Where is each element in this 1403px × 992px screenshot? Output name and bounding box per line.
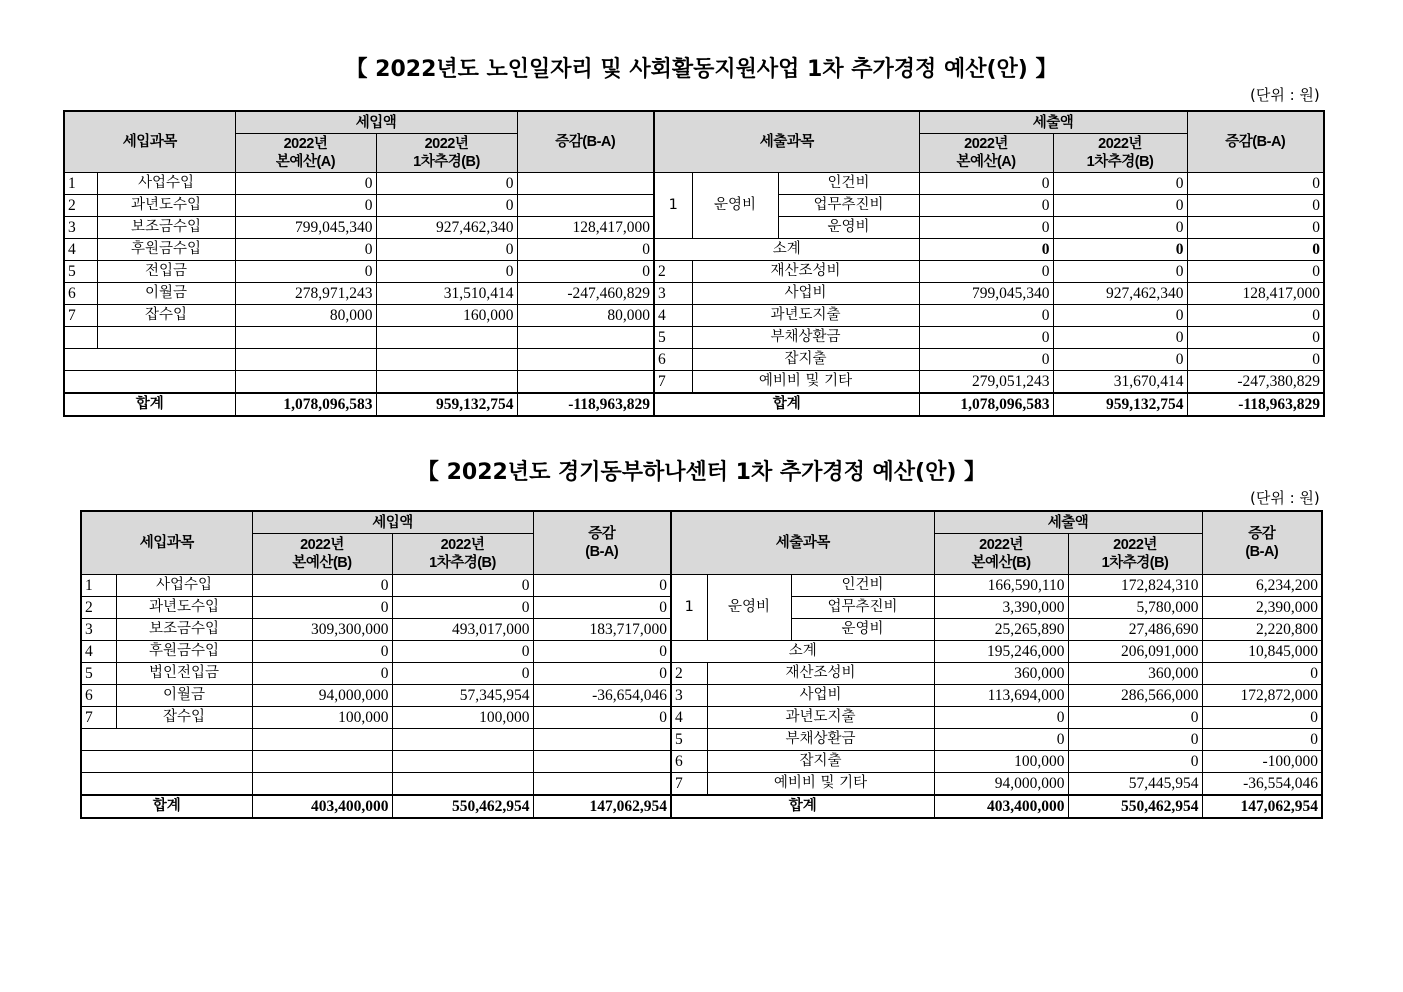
revenue-no: 5 [81, 663, 116, 685]
revenue-no: 3 [64, 217, 97, 239]
expense-budget-value: 0 [919, 195, 1053, 217]
empty-cell [392, 773, 533, 796]
empty-cell [252, 773, 392, 796]
expense-supplementary-value: 0 [1053, 261, 1187, 283]
revenue-supplementary-value: 57,345,954 [392, 685, 533, 707]
revenue-budget-value: 0 [252, 597, 392, 619]
revenue-diff-value: 183,717,000 [533, 619, 671, 641]
expense-budget-header: 2022년 본예산(A) [919, 134, 1053, 173]
expense-name: 업무추진비 [778, 195, 919, 217]
empty-cell [64, 349, 235, 371]
expense-budget-value: 0 [919, 327, 1053, 349]
expense-budget-value: 166,590,110 [934, 575, 1068, 597]
revenue-name: 이월금 [116, 685, 252, 707]
expense-diff-value: 0 [1202, 663, 1322, 685]
expense-budget-value: 0 [919, 261, 1053, 283]
expense-name: 과년도지출 [707, 707, 934, 729]
expense-name: 예비비 및 기타 [692, 371, 919, 394]
revenue-diff-value [517, 195, 654, 217]
revenue-total-budget: 1,078,096,583 [235, 393, 376, 416]
expense-no: 2 [671, 663, 707, 685]
revenue-budget-value: 0 [235, 261, 376, 283]
table-row [64, 305, 1324, 327]
revenue-budget-header: 2022년 본예산(B) [252, 534, 392, 575]
expense-amount-header: 세출액 [919, 111, 1187, 134]
header-row [81, 511, 1322, 534]
revenue-no: 6 [64, 283, 97, 305]
expense-op-label: 운영비 [692, 173, 778, 239]
expense-subtotal-diff: 0 [1187, 239, 1324, 261]
expense-name: 재산조성비 [707, 663, 934, 685]
revenue-diff-value: 0 [517, 261, 654, 283]
expense-diff-value: 6,234,200 [1202, 575, 1322, 597]
expense-diff-value: 0 [1187, 217, 1324, 239]
table-row [64, 173, 1324, 195]
revenue-no: 1 [64, 173, 97, 195]
revenue-no: 5 [64, 261, 97, 283]
expense-subtotal-supplementary: 206,091,000 [1068, 641, 1202, 663]
revenue-supplementary-value: 0 [392, 641, 533, 663]
expense-total-diff: 147,062,954 [1202, 795, 1322, 818]
revenue-name: 잡수입 [116, 707, 252, 729]
expense-diff-value: 0 [1202, 707, 1322, 729]
doc2-budget-table [80, 510, 1323, 819]
revenue-diff-value: 0 [517, 239, 654, 261]
empty-cell [64, 327, 97, 349]
expense-diff-value: -247,380,829 [1187, 371, 1324, 394]
revenue-budget-value: 94,000,000 [252, 685, 392, 707]
revenue-budget-value: 100,000 [252, 707, 392, 729]
expense-diff-value: 0 [1187, 305, 1324, 327]
expense-diff-value: 0 [1187, 261, 1324, 283]
expense-diff-value: 128,417,000 [1187, 283, 1324, 305]
expense-no: 6 [654, 349, 692, 371]
revenue-supplementary-header: 2022년 1차추경(B) [376, 134, 517, 173]
revenue-supplementary-value: 0 [392, 597, 533, 619]
empty-cell [235, 371, 376, 394]
revenue-diff-value: 80,000 [517, 305, 654, 327]
table-row [64, 349, 1324, 371]
revenue-name: 보조금수입 [97, 217, 235, 239]
empty-cell [81, 729, 252, 751]
revenue-name: 잡수입 [97, 305, 235, 327]
revenue-budget-value: 0 [235, 173, 376, 195]
revenue-name: 이월금 [97, 283, 235, 305]
expense-name: 사업비 [707, 685, 934, 707]
expense-name: 인건비 [778, 173, 919, 195]
revenue-no: 6 [81, 685, 116, 707]
expense-supplementary-value: 0 [1068, 729, 1202, 751]
expense-budget-value: 94,000,000 [934, 773, 1068, 796]
expense-budget-value: 279,051,243 [919, 371, 1053, 394]
revenue-budget-value: 0 [235, 195, 376, 217]
expense-subtotal-budget: 0 [919, 239, 1053, 261]
revenue-supplementary-value: 160,000 [376, 305, 517, 327]
expense-diff-value: -36,554,046 [1202, 773, 1322, 796]
revenue-total-label: 합계 [64, 393, 235, 416]
expense-budget-value: 3,390,000 [934, 597, 1068, 619]
expense-budget-value: 0 [919, 217, 1053, 239]
empty-cell [235, 349, 376, 371]
revenue-budget-value: 799,045,340 [235, 217, 376, 239]
expense-name: 잡지출 [692, 349, 919, 371]
expense-subject-header: 세출과목 [654, 111, 919, 173]
expense-supplementary-value: 0 [1053, 327, 1187, 349]
empty-cell [252, 751, 392, 773]
expense-name: 운영비 [791, 619, 934, 641]
revenue-total-diff: -118,963,829 [517, 393, 654, 416]
expense-diff-value: 2,220,800 [1202, 619, 1322, 641]
expense-budget-value: 0 [919, 349, 1053, 371]
expense-no: 4 [654, 305, 692, 327]
expense-diff-header: 증감(B-A) [1187, 111, 1324, 173]
empty-cell [81, 751, 252, 773]
expense-name: 인건비 [791, 575, 934, 597]
empty-cell [64, 371, 235, 394]
revenue-diff-value: 128,417,000 [517, 217, 654, 239]
revenue-supplementary-value: 0 [392, 663, 533, 685]
table-row [81, 751, 1322, 773]
expense-total-supplementary: 959,132,754 [1053, 393, 1187, 416]
revenue-name: 과년도수입 [97, 195, 235, 217]
revenue-total-budget: 403,400,000 [252, 795, 392, 818]
empty-cell [376, 327, 517, 349]
expense-supplementary-header: 2022년 1차추경(B) [1068, 534, 1202, 575]
revenue-amount-header: 세입액 [235, 111, 517, 134]
empty-cell [533, 751, 671, 773]
table-row [64, 239, 1324, 261]
expense-no: 7 [671, 773, 707, 796]
expense-name: 업무추진비 [791, 597, 934, 619]
doc2-unit-label: (단위 : 원) [1250, 489, 1320, 507]
revenue-name: 후원금수입 [116, 641, 252, 663]
table-row [64, 327, 1324, 349]
revenue-name: 법인전입금 [116, 663, 252, 685]
expense-supplementary-value: 27,486,690 [1068, 619, 1202, 641]
revenue-no: 2 [81, 597, 116, 619]
revenue-supplementary-value: 0 [376, 195, 517, 217]
revenue-name: 후원금수입 [97, 239, 235, 261]
expense-supplementary-value: 5,780,000 [1068, 597, 1202, 619]
expense-budget-value: 0 [919, 305, 1053, 327]
expense-supplementary-value: 172,824,310 [1068, 575, 1202, 597]
expense-diff-value: 172,872,000 [1202, 685, 1322, 707]
expense-name: 부채상환금 [707, 729, 934, 751]
revenue-diff-value: -36,654,046 [533, 685, 671, 707]
expense-supplementary-value: 0 [1053, 173, 1187, 195]
revenue-no: 1 [81, 575, 116, 597]
expense-subtotal-diff: 10,845,000 [1202, 641, 1322, 663]
expense-diff-value: 0 [1187, 195, 1324, 217]
expense-no: 5 [654, 327, 692, 349]
expense-budget-value: 799,045,340 [919, 283, 1053, 305]
expense-name: 예비비 및 기타 [707, 773, 934, 796]
revenue-budget-value: 80,000 [235, 305, 376, 327]
empty-cell [517, 349, 654, 371]
revenue-diff-value: 0 [533, 641, 671, 663]
expense-subject-header: 세출과목 [671, 511, 934, 575]
doc1-budget-table [63, 110, 1325, 417]
expense-supplementary-value: 31,670,414 [1053, 371, 1187, 394]
expense-no: 3 [654, 283, 692, 305]
revenue-no: 7 [81, 707, 116, 729]
table-row [81, 773, 1322, 796]
expense-subtotal-budget: 195,246,000 [934, 641, 1068, 663]
expense-diff-value: 0 [1187, 327, 1324, 349]
revenue-total-supplementary: 550,462,954 [392, 795, 533, 818]
revenue-diff-header: 증감 (B-A) [533, 511, 671, 575]
revenue-amount-header: 세입액 [252, 511, 533, 534]
expense-budget-value: 25,265,890 [934, 619, 1068, 641]
expense-budget-value: 360,000 [934, 663, 1068, 685]
expense-diff-value: 0 [1187, 173, 1324, 195]
expense-supplementary-value: 0 [1053, 195, 1187, 217]
table-row [81, 707, 1322, 729]
revenue-supplementary-value: 927,462,340 [376, 217, 517, 239]
table-row [64, 261, 1324, 283]
expense-budget-header: 2022년 본예산(B) [934, 534, 1068, 575]
expense-name: 재산조성비 [692, 261, 919, 283]
empty-cell [517, 371, 654, 394]
expense-total-supplementary: 550,462,954 [1068, 795, 1202, 818]
expense-name: 과년도지출 [692, 305, 919, 327]
expense-budget-value: 0 [934, 707, 1068, 729]
table-row [81, 575, 1322, 597]
revenue-total-label: 합계 [81, 795, 252, 818]
revenue-subject-header: 세입과목 [64, 111, 235, 173]
expense-no: 4 [671, 707, 707, 729]
revenue-budget-value: 0 [252, 575, 392, 597]
revenue-name: 보조금수입 [116, 619, 252, 641]
expense-supplementary-value: 0 [1053, 349, 1187, 371]
doc1-unit-label: (단위 : 원) [1250, 86, 1320, 104]
revenue-supplementary-value: 0 [376, 239, 517, 261]
revenue-no: 7 [64, 305, 97, 327]
revenue-no: 2 [64, 195, 97, 217]
revenue-budget-value: 0 [252, 663, 392, 685]
expense-no: 7 [654, 371, 692, 394]
expense-op-no: 1 [654, 173, 692, 239]
expense-diff-value: -100,000 [1202, 751, 1322, 773]
expense-name: 사업비 [692, 283, 919, 305]
table-row [81, 729, 1322, 751]
expense-name: 부채상환금 [692, 327, 919, 349]
expense-no: 6 [671, 751, 707, 773]
empty-cell [81, 773, 252, 796]
revenue-no: 3 [81, 619, 116, 641]
expense-supplementary-value: 286,566,000 [1068, 685, 1202, 707]
total-row [81, 795, 1322, 818]
expense-op-label: 운영비 [707, 575, 791, 641]
revenue-no: 4 [81, 641, 116, 663]
expense-subtotal-label: 소계 [654, 239, 919, 261]
revenue-budget-value: 0 [252, 641, 392, 663]
table-row [81, 663, 1322, 685]
revenue-no: 4 [64, 239, 97, 261]
expense-subtotal-label: 소계 [671, 641, 934, 663]
empty-cell [376, 371, 517, 394]
table-row [64, 371, 1324, 394]
expense-total-budget: 1,078,096,583 [919, 393, 1053, 416]
revenue-total-supplementary: 959,132,754 [376, 393, 517, 416]
revenue-supplementary-value: 0 [376, 261, 517, 283]
expense-name: 잡지출 [707, 751, 934, 773]
expense-no: 5 [671, 729, 707, 751]
expense-supplementary-value: 0 [1053, 217, 1187, 239]
expense-supplementary-value: 0 [1053, 305, 1187, 327]
expense-budget-value: 113,694,000 [934, 685, 1068, 707]
expense-budget-value: 0 [919, 173, 1053, 195]
revenue-total-diff: 147,062,954 [533, 795, 671, 818]
expense-diff-value: 0 [1187, 349, 1324, 371]
empty-cell [392, 729, 533, 751]
table-row [81, 685, 1322, 707]
header-row [64, 111, 1324, 134]
table-row [64, 283, 1324, 305]
expense-supplementary-value: 0 [1068, 751, 1202, 773]
expense-supplementary-value: 927,462,340 [1053, 283, 1187, 305]
revenue-budget-value: 309,300,000 [252, 619, 392, 641]
revenue-diff-value [517, 173, 654, 195]
revenue-supplementary-value: 493,017,000 [392, 619, 533, 641]
expense-subtotal-supplementary: 0 [1053, 239, 1187, 261]
expense-name: 운영비 [778, 217, 919, 239]
expense-amount-header: 세출액 [934, 511, 1202, 534]
expense-supplementary-value: 360,000 [1068, 663, 1202, 685]
revenue-diff-header: 증감(B-A) [517, 111, 654, 173]
empty-cell [252, 729, 392, 751]
revenue-supplementary-header: 2022년 1차추경(B) [392, 534, 533, 575]
revenue-diff-value: -247,460,829 [517, 283, 654, 305]
revenue-diff-value: 0 [533, 707, 671, 729]
revenue-name: 과년도수입 [116, 597, 252, 619]
expense-supplementary-value: 57,445,954 [1068, 773, 1202, 796]
expense-no: 3 [671, 685, 707, 707]
expense-budget-value: 100,000 [934, 751, 1068, 773]
expense-total-label: 합계 [671, 795, 934, 818]
empty-cell [97, 327, 235, 349]
empty-cell [517, 327, 654, 349]
revenue-diff-value: 0 [533, 575, 671, 597]
expense-supplementary-value: 0 [1068, 707, 1202, 729]
empty-cell [533, 729, 671, 751]
empty-cell [235, 327, 376, 349]
revenue-budget-value: 0 [235, 239, 376, 261]
expense-diff-value: 2,390,000 [1202, 597, 1322, 619]
revenue-subject-header: 세입과목 [81, 511, 252, 575]
revenue-diff-value: 0 [533, 597, 671, 619]
revenue-budget-value: 278,971,243 [235, 283, 376, 305]
expense-diff-header: 증감 (B-A) [1202, 511, 1322, 575]
doc1-title: 【 2022년도 노인일자리 및 사회활동지원사업 1차 추가경정 예산(안) 】 [345, 57, 1058, 82]
revenue-supplementary-value: 31,510,414 [376, 283, 517, 305]
revenue-supplementary-value: 0 [392, 575, 533, 597]
total-row [64, 393, 1324, 416]
revenue-name: 사업수입 [97, 173, 235, 195]
revenue-name: 사업수입 [116, 575, 252, 597]
expense-total-label: 합계 [654, 393, 919, 416]
expense-budget-value: 0 [934, 729, 1068, 751]
empty-cell [392, 751, 533, 773]
expense-op-no: 1 [671, 575, 707, 641]
revenue-supplementary-value: 100,000 [392, 707, 533, 729]
expense-total-diff: -118,963,829 [1187, 393, 1324, 416]
revenue-diff-value: 0 [533, 663, 671, 685]
expense-total-budget: 403,400,000 [934, 795, 1068, 818]
table-row [81, 641, 1322, 663]
doc2-title: 【 2022년도 경기동부하나센터 1차 추가경정 예산(안) 】 [416, 460, 987, 485]
empty-cell [376, 349, 517, 371]
revenue-supplementary-value: 0 [376, 173, 517, 195]
expense-diff-value: 0 [1202, 729, 1322, 751]
empty-cell [533, 773, 671, 796]
revenue-budget-header: 2022년 본예산(A) [235, 134, 376, 173]
expense-no: 2 [654, 261, 692, 283]
revenue-name: 전입금 [97, 261, 235, 283]
expense-supplementary-header: 2022년 1차추경(B) [1053, 134, 1187, 173]
